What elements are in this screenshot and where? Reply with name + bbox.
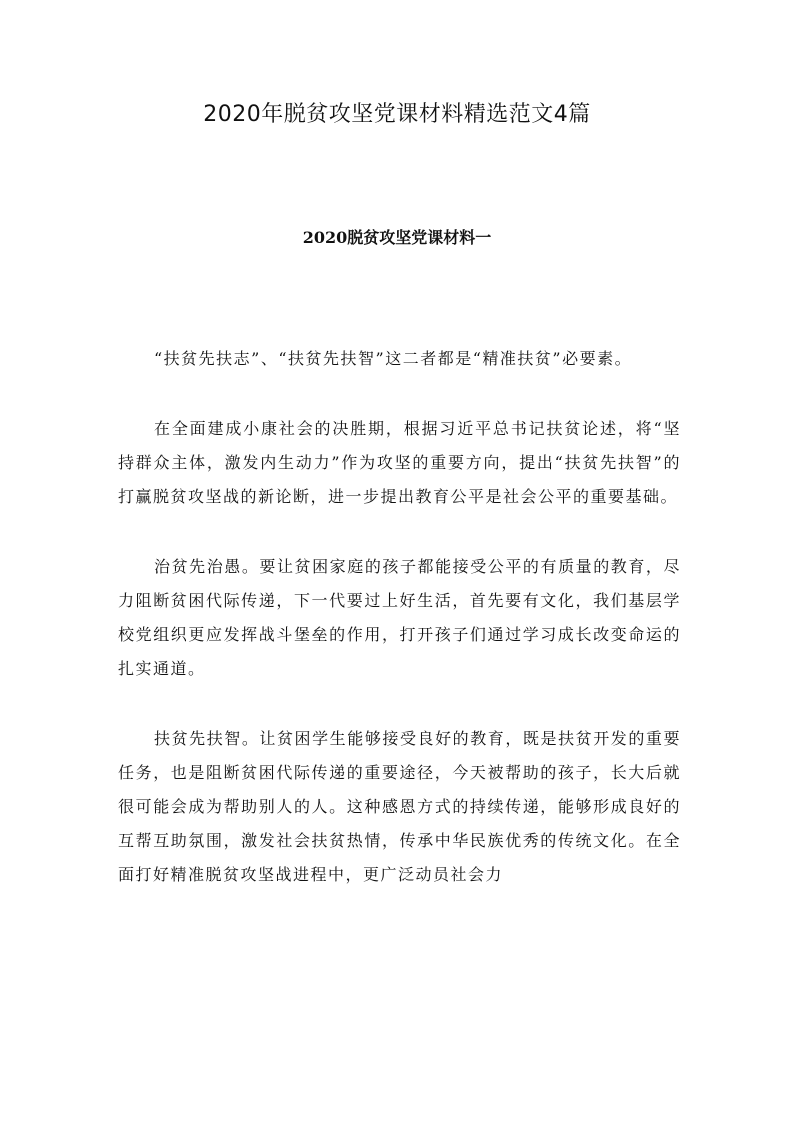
- paragraph: 治贫先治愚。要让贫困家庭的孩子都能接受公平的有质量的教育，尽力阻断贫困代际传递，下一代要过上好生活，首先要有文化，我们基层学校党组织更应发挥战斗堡垒的作用，打开孩子们通过学习成长改变命运的扎实通道。: [118, 557, 681, 678]
- document-title: 2020年脱贫攻坚党课材料精选范文4篇: [203, 102, 591, 127]
- paragraph: 在全面建成小康社会的决胜期，根据习近平总书记扶贫论述，将“坚持群众主体，激发内生动力”作为攻坚的重要方向，提出“扶贫先扶智”的打赢脱贫攻坚战的新论断，进一步提出教育公平是社会公平的重要基础。: [118, 419, 681, 506]
- paragraph: 扶贫先扶智。让贫困学生能够接受良好的教育，既是扶贫开发的重要任务，也是阻断贫困代际传递的重要途径，今天被帮助的孩子，长大后就很可能会成为帮助别人的人。这种感恩方式的持续传递，能够形成良好的互帮互助氛围，激发社会扶贫热情，传承中华民族优秀的传统文化。在全面打好精准脱贫攻坚战进程中，更广泛动员社会力: [118, 729, 681, 884]
- section-title: 2020脱贫攻坚党课材料一: [302, 228, 492, 247]
- paragraph: “扶贫先扶志”、“扶贫先扶智”这二者都是“精准扶贫”必要素。: [154, 349, 633, 368]
- document-body: [118, 342, 681, 928]
